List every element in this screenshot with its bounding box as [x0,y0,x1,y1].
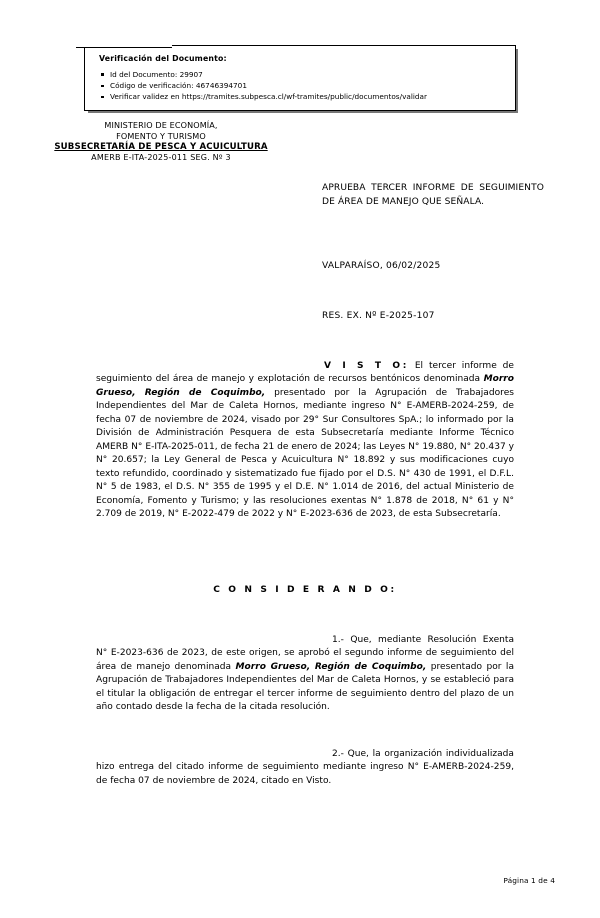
visto-area-name: Morro Grueso, Región de Coquimbo, [96,374,514,398]
resolution-number: RES. EX. Nº E-2025-107 [322,311,435,321]
place-and-date: VALPARAÍSO, 06/02/2025 [322,261,441,271]
visto-section [96,360,514,521]
verification-box-notch [76,40,172,48]
considerando-2-text: 2.- Que, la organización individualizada hizo entrega del citado informe de seguimiento mediante ingreso N° E-AMERB-2024-259, de fecha 07 de noviembre de 2024, citado en Visto. [96,749,514,786]
visto-heading: V I S T O: [324,361,409,371]
visto-text-part-2: presentado por la Agrupación de Trabajadores Independientes del Mar de Caleta Hornos, mediante ingreso N° E-AMERB-2024-259, de fecha 07 de noviembre de 2024, visado por 29° Sur Consultores SpA.; lo informado por la División de Administración Pesquera de esta Subsecretaría mediante Informe Técnico AMERB N° E-ITA-2025-011, de fecha 21 de enero de 2024; las Leyes N° 19.880, N° 20.437 y N° 20.657; la Ley General de Pesca y Acuicultura N° 18.892 y sus modificaciones cuyo texto refundido, coordinado y sistematizado fue fijado por el D.S. N° 430 de 1991, el D.F.L. N° 5 de 1983, el D.S. N° 355 de 1995 y el D.E. N° 1.014 de 2016, del actual Ministerio de Economía, Fomento y Turismo; y las resoluciones exentas N° 1.878 de 2018, N° 61 y N° 2.709 de 2019, N° E-2022-479 de 2022 y N° E-2023-636 de 2023, de esta Subsecretaría. [96,387,514,519]
visto-paragraph [96,360,514,521]
considerando-1-text-part-1: 1.- Que, mediante Resolución Exenta N° E-2023-636 de 2023, de este origen, se aprobó el segundo informe de seguimiento del área de manejo denominada [96,635,514,672]
page-number: Página 1 de 4 [503,876,555,885]
verification-item-url: Verificar validez en https://tramites.subpesca.cl/wf-tramites/public/documentos/validar [99,91,505,102]
considerando-1-text-part-2: presentado por la Agrupación de Trabajadores Independientes del Mar de Caleta Hornos, y se estableció para el titular la obligación de entregar el tercer informe de seguimiento dentro del plazo de un año contado desde la fecha de la citada resolución. [96,661,514,713]
visto-text-part-1: El tercer informe de seguimiento del área de manejo y explotación de recursos bentónicos denominada [96,361,514,385]
ministry-line-2: FOMENTO Y TURISMO [116,130,206,141]
considerando-item-1-paragraph [96,634,514,715]
ministry-line-1: MINISTERIO DE ECONOMÍA, [104,120,218,130]
verification-box [84,45,516,111]
considerando-heading: C O N S I D E R A N D O: [213,585,397,595]
considerando-item-1 [96,634,514,715]
verification-stamp [84,45,516,111]
verification-items [99,69,505,103]
verification-item-code: Código de verificación: 46746394701 [99,80,505,91]
subsecretaria-name: SUBSECRETARÍA DE PESCA Y ACUICULTURA [54,141,268,152]
letterhead [36,120,286,164]
verification-item-document-id: Id del Documento: 29907 [99,69,505,80]
subject-block: APRUEBA TERCER INFORME DE SEGUIMIENTO DE ÁREA DE MANEJO QUE SEÑALA. [322,183,544,207]
considerando-item-2-paragraph [96,748,514,788]
verification-title: Verificación del Documento: [99,54,227,63]
considerando-item-2 [96,748,514,788]
amerb-reference: AMERB E-ITA-2025-011 SEG. Nº 3 [91,153,231,163]
considerando-1-area-name: Morro Grueso, Región de Coquimbo, [235,661,427,672]
